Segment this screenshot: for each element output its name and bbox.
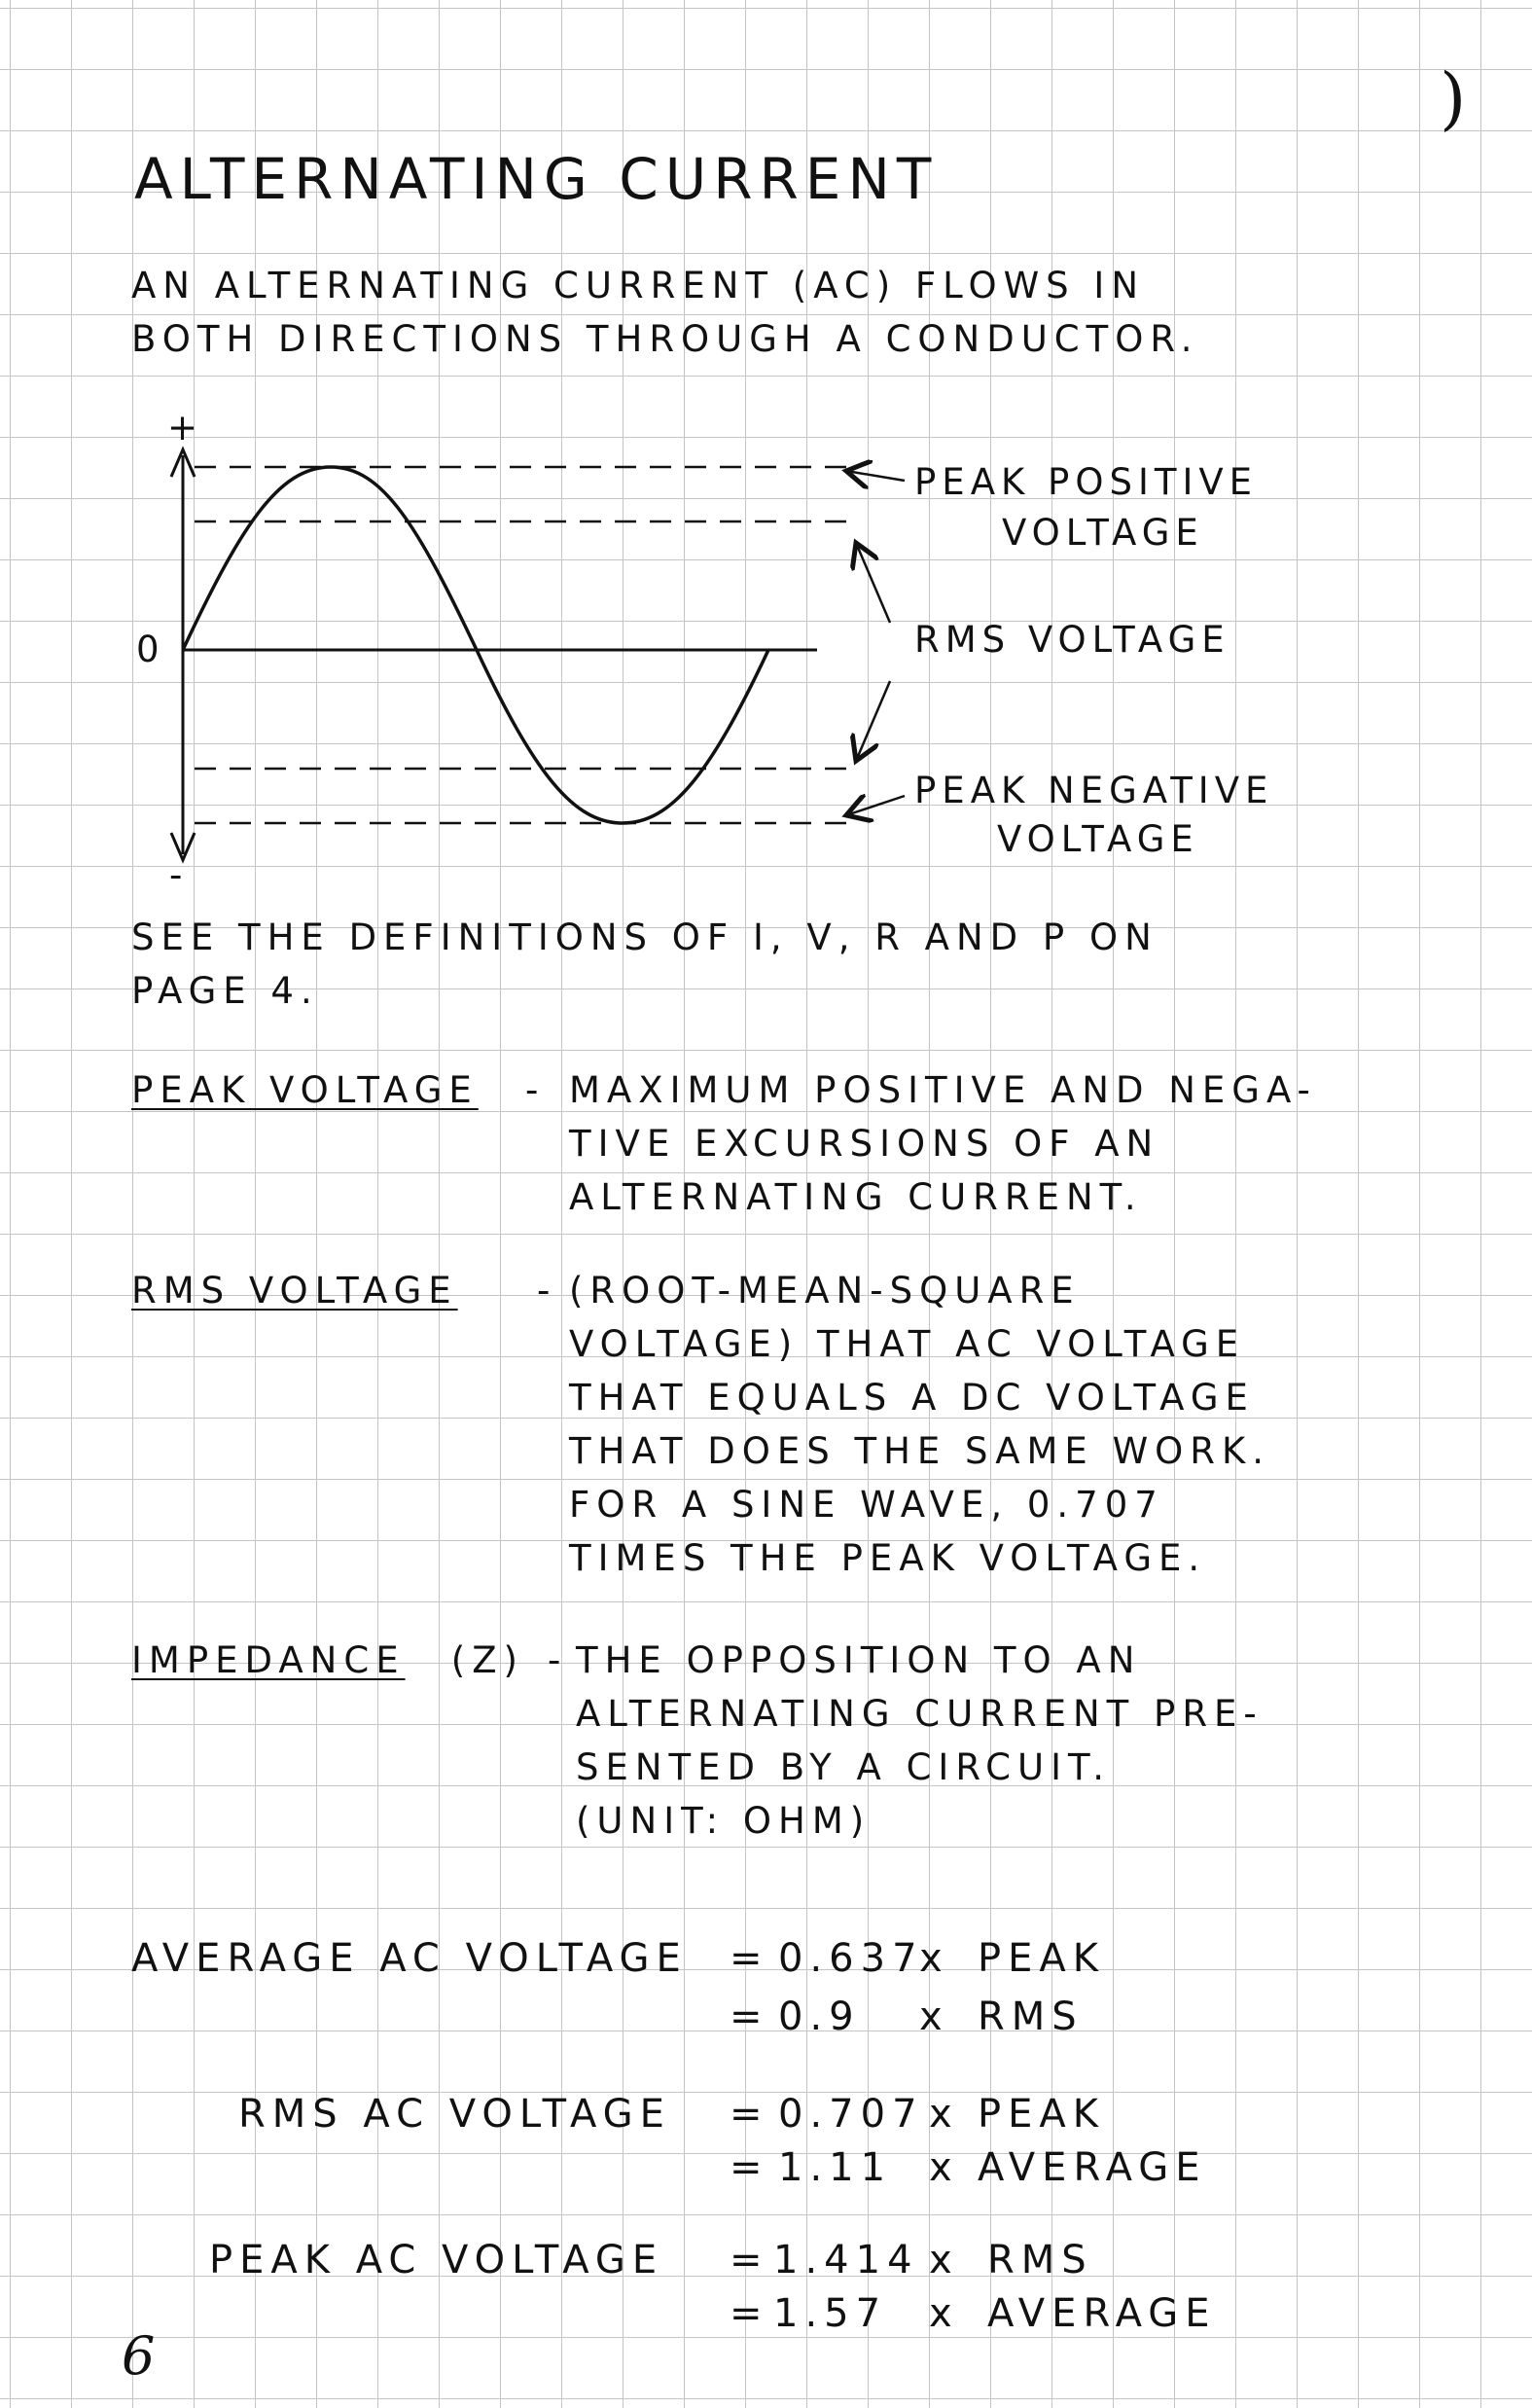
arrow-rms-down xyxy=(856,681,890,761)
equals-sign: = xyxy=(730,2145,769,2190)
equation-reference: RMS xyxy=(978,1995,1084,2039)
equation-coefficient: 1.57 xyxy=(773,2291,888,2336)
equals-sign: = xyxy=(730,2238,769,2282)
definition-line: TIMES THE PEAK VOLTAGE. xyxy=(569,1537,1207,1579)
equation-coefficient: 1.414 xyxy=(773,2238,919,2282)
times-sign: x xyxy=(929,2291,959,2336)
definition-line: (ROOT-MEAN-SQUARE xyxy=(569,1270,1081,1312)
intro-line-2: BOTH DIRECTIONS THROUGH A CONDUCTOR. xyxy=(131,318,1199,360)
equals-sign: = xyxy=(730,1995,769,2039)
peak-positive-label-1: PEAK POSITIVE xyxy=(914,461,1259,503)
definition-line: FOR A SINE WAVE, 0.707 xyxy=(569,1484,1164,1526)
equation-coefficient: 0.9 xyxy=(778,1995,861,2039)
times-sign: x xyxy=(929,2238,959,2282)
peak-negative-label-2: VOLTAGE xyxy=(997,818,1199,860)
times-sign: x xyxy=(929,2092,959,2137)
intro-line-1: AN ALTERNATING CURRENT (AC) FLOWS IN xyxy=(131,265,1146,306)
equation-reference: AVERAGE xyxy=(978,2145,1207,2190)
definition-line: SENTED BY A CIRCUIT. xyxy=(576,1746,1111,1788)
equation-reference: RMS xyxy=(987,2238,1093,2282)
definition-line: MAXIMUM POSITIVE AND NEGA- xyxy=(569,1069,1317,1111)
equation-reference: PEAK xyxy=(978,1936,1105,1981)
plus-sign: + xyxy=(167,407,204,449)
rms-voltage-label: RMS VOLTAGE xyxy=(914,619,1230,661)
definition-dash: - xyxy=(525,1069,546,1111)
minus-sign: - xyxy=(169,854,189,896)
page-number: 6 xyxy=(122,2325,156,2387)
definition-line: TIVE EXCURSIONS OF AN xyxy=(569,1123,1160,1165)
arrow-peak-negative xyxy=(846,796,905,815)
times-sign: x xyxy=(919,1936,949,1981)
arrow-rms-up xyxy=(856,543,890,623)
equals-sign: = xyxy=(730,1936,769,1981)
see-definitions-line-1: SEE THE DEFINITIONS OF I, V, R AND P ON xyxy=(131,916,1158,958)
equation-reference: PEAK xyxy=(978,2092,1105,2137)
definition-line: ALTERNATING CURRENT. xyxy=(569,1176,1143,1218)
equation-coefficient: 1.11 xyxy=(778,2145,893,2190)
definition-term-peak-voltage: PEAK VOLTAGE xyxy=(131,1069,479,1111)
see-definitions-line-2: PAGE 4. xyxy=(131,970,319,1012)
definition-term-suffix: (Z) xyxy=(433,1639,524,1681)
times-sign: x xyxy=(919,1995,949,2039)
zero-label: 0 xyxy=(136,629,165,670)
definition-line: (UNIT: OHM) xyxy=(576,1800,872,1842)
equation-reference: AVERAGE xyxy=(987,2291,1217,2336)
times-sign: x xyxy=(929,2145,959,2190)
equation-label-rms: RMS AC VOLTAGE xyxy=(238,2092,671,2137)
definition-line: THAT DOES THE SAME WORK. xyxy=(569,1430,1271,1472)
equation-label-peak: PEAK AC VOLTAGE xyxy=(209,2238,664,2282)
definition-line: VOLTAGE) THAT AC VOLTAGE xyxy=(569,1323,1246,1365)
equals-sign: = xyxy=(730,2092,769,2137)
definition-term-impedance: IMPEDANCE xyxy=(131,1639,406,1681)
definition-term-rms-voltage: RMS VOLTAGE xyxy=(131,1270,458,1312)
equation-coefficient: 0.637 xyxy=(778,1936,924,1981)
definition-line: ALTERNATING CURRENT PRE- xyxy=(576,1693,1264,1735)
ac-waveform-diagram xyxy=(0,0,1532,924)
definition-line: THE OPPOSITION TO AN xyxy=(576,1639,1142,1681)
equation-label-average: AVERAGE AC VOLTAGE xyxy=(131,1936,688,1981)
definition-dash: - xyxy=(537,1270,557,1312)
peak-positive-label-2: VOLTAGE xyxy=(1002,512,1204,554)
definition-line: THAT EQUALS A DC VOLTAGE xyxy=(569,1377,1255,1419)
equation-coefficient: 0.707 xyxy=(778,2092,924,2137)
arrow-peak-positive xyxy=(846,471,905,481)
margin-bracket: ) xyxy=(1440,58,1467,138)
equals-sign: = xyxy=(730,2291,769,2336)
definition-dash: - xyxy=(548,1639,568,1681)
page-title: ALTERNATING CURRENT xyxy=(134,146,939,212)
peak-negative-label-1: PEAK NEGATIVE xyxy=(914,770,1274,811)
